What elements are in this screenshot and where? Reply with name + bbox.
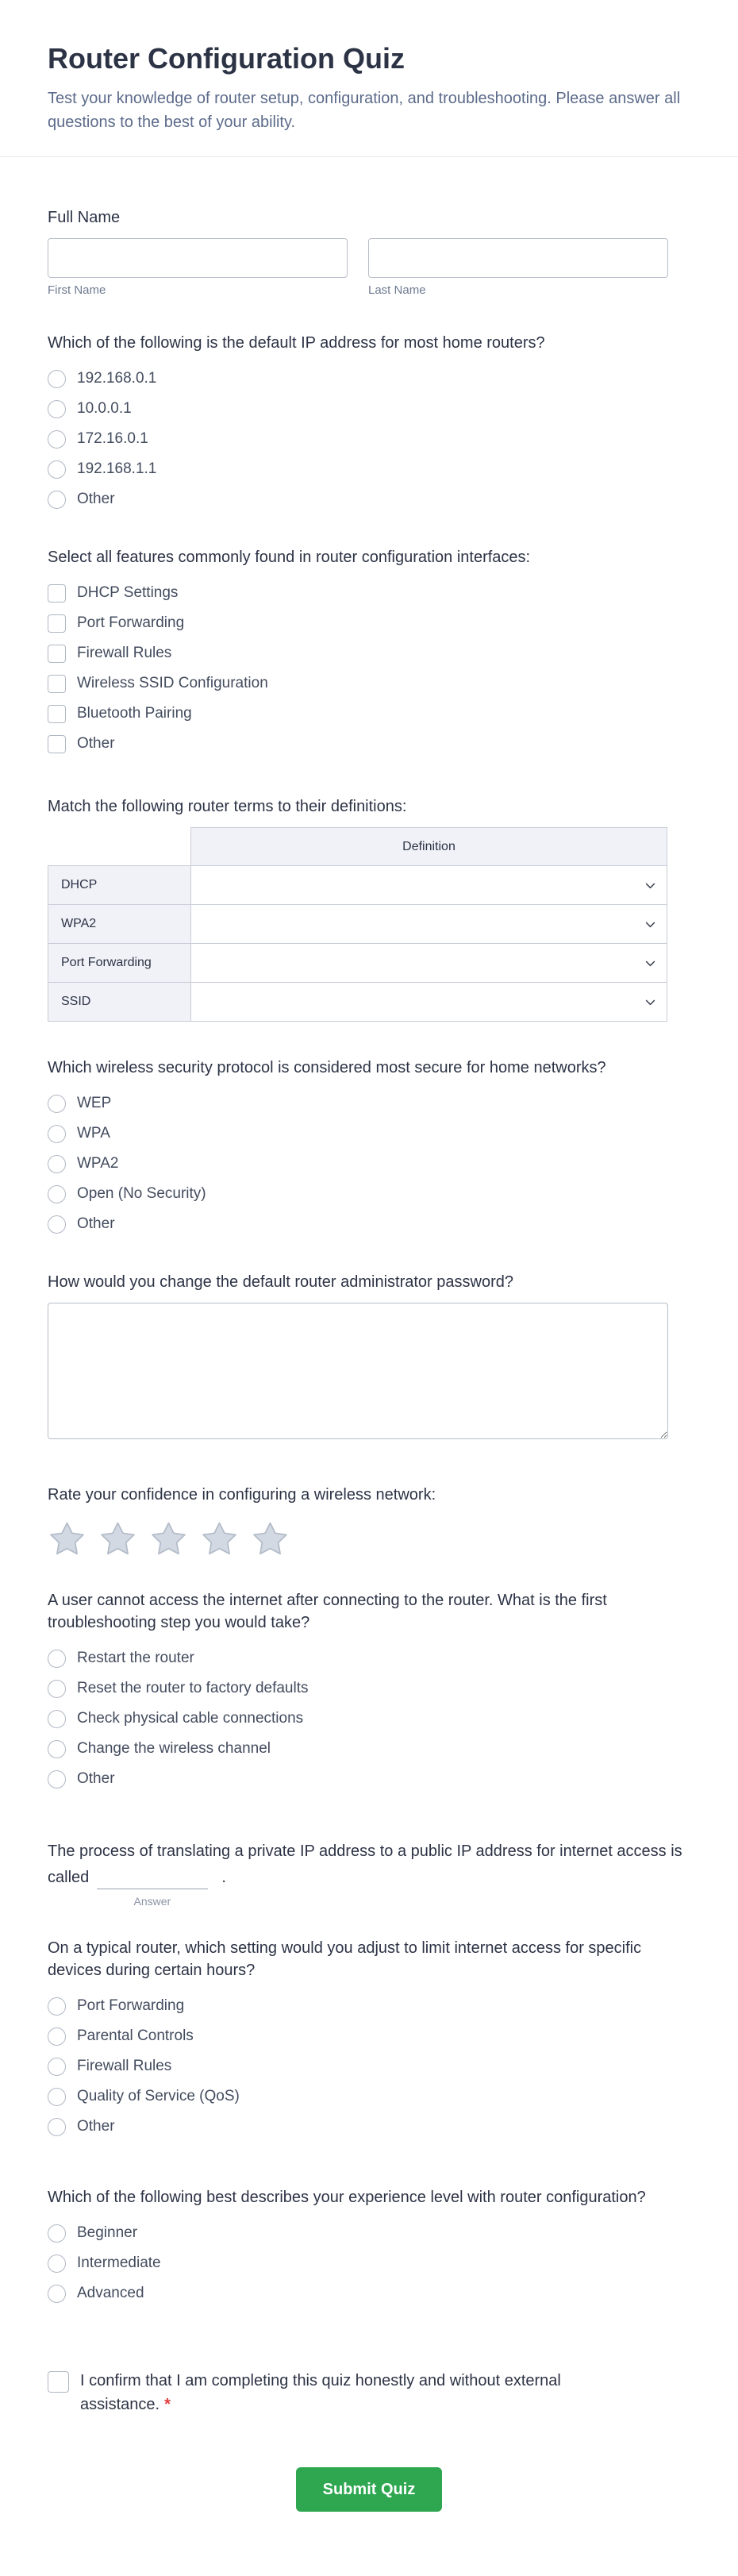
option-label: Firewall Rules xyxy=(77,645,172,661)
last-name-field xyxy=(368,238,668,297)
radio-option[interactable] xyxy=(48,454,690,484)
form-body xyxy=(0,157,738,2558)
matrix-row-label: DHCP xyxy=(48,866,191,905)
radio-icon[interactable] xyxy=(48,430,66,449)
confirmation-item[interactable] xyxy=(48,2369,651,2416)
question-label: How would you change the default router administrator password? xyxy=(48,1273,513,1291)
checkbox-icon[interactable] xyxy=(48,645,66,663)
last-name-input[interactable] xyxy=(368,238,668,278)
question-label: Select all features commonly found in router configuration interfaces: xyxy=(48,549,531,566)
option-label: Firewall Rules xyxy=(77,2058,172,2074)
definition-select-port-forwarding[interactable] xyxy=(191,944,667,982)
definition-select-dhcp[interactable] xyxy=(191,866,667,904)
star-icon[interactable] xyxy=(98,1520,137,1558)
question-label: Rate your confidence in configuring a wireless network: xyxy=(48,1486,436,1504)
blank-wrap xyxy=(97,1865,208,1908)
option-label: Other xyxy=(77,1215,115,1232)
checkbox-icon[interactable] xyxy=(48,2371,69,2393)
star-icon[interactable] xyxy=(48,1520,86,1558)
definition-select-wpa2[interactable] xyxy=(191,905,667,943)
chevron-down-icon xyxy=(644,995,657,1009)
question-label: Which of the following best describes your experience level with router configuration? xyxy=(48,2189,646,2206)
question-label: Full Name xyxy=(48,209,121,226)
chevron-down-icon xyxy=(644,918,657,931)
option-label: Restart the router xyxy=(77,1650,194,1666)
matrix-row xyxy=(48,905,667,944)
fill-blank-text: The process of translating a private IP address to a public IP address for internet access is called xyxy=(48,1842,682,1886)
radio-icon[interactable] xyxy=(48,370,66,388)
definition-select-ssid[interactable] xyxy=(191,983,667,1021)
question-default-ip xyxy=(48,332,690,514)
option-label: 172.16.0.1 xyxy=(77,430,148,447)
radio-icon[interactable] xyxy=(48,1997,66,2016)
question-label: A user cannot access the internet after connecting to the router. What is the first troubleshooting step you would take? xyxy=(48,1592,607,1631)
option-label: Intermediate xyxy=(77,2254,161,2271)
checkbox-option[interactable] xyxy=(48,638,690,668)
question-experience-level xyxy=(48,2186,690,2308)
option-label: Bluetooth Pairing xyxy=(77,705,192,722)
answer-sublabel: Answer xyxy=(133,1895,171,1908)
star-icon[interactable] xyxy=(200,1520,239,1558)
radio-option[interactable] xyxy=(48,364,690,394)
radio-option[interactable] xyxy=(48,1704,690,1734)
question-label: Which wireless security protocol is considered most secure for home networks? xyxy=(48,1059,606,1076)
confirmation-text: I confirm that I am completing this quiz honestly and without external assistance. xyxy=(80,2372,561,2413)
question-features xyxy=(48,546,690,759)
option-label: WPA2 xyxy=(77,1155,119,1172)
radio-option[interactable] xyxy=(48,1119,690,1149)
question-access-limit xyxy=(48,1937,690,2142)
matrix-corner-cell xyxy=(48,828,191,866)
option-label: Parental Controls xyxy=(77,2027,194,2044)
checkbox-group xyxy=(48,578,690,759)
radio-option[interactable] xyxy=(48,2021,690,2051)
question-troubleshooting xyxy=(48,1589,690,1794)
checkbox-option[interactable] xyxy=(48,668,690,699)
option-label: Beginner xyxy=(77,2224,138,2241)
submit-button[interactable]: Submit Quiz xyxy=(296,2467,443,2512)
radio-icon[interactable] xyxy=(48,460,66,479)
radio-icon[interactable] xyxy=(48,1155,66,1173)
radio-icon[interactable] xyxy=(48,1095,66,1113)
radio-option[interactable] xyxy=(48,1991,690,2021)
option-label: Other xyxy=(77,491,115,507)
radio-option[interactable] xyxy=(48,1088,690,1119)
radio-option[interactable] xyxy=(48,2081,690,2112)
star-icon[interactable] xyxy=(149,1520,188,1558)
option-label: Check physical cable connections xyxy=(77,1710,304,1727)
matrix-row xyxy=(48,866,667,905)
option-label: Other xyxy=(77,735,115,752)
option-label: DHCP Settings xyxy=(77,584,179,601)
required-asterisk: * xyxy=(164,2396,171,2413)
chevron-down-icon xyxy=(644,879,657,892)
radio-icon[interactable] xyxy=(48,1680,66,1698)
matrix-row-label: SSID xyxy=(48,983,191,1022)
page-subtitle: Test your knowledge of router setup, configuration, and troubleshooting. Please answer all questions to the best of your ability. xyxy=(48,90,681,131)
question-full-name xyxy=(48,206,690,297)
matrix-cell xyxy=(191,983,667,1022)
radio-icon[interactable] xyxy=(48,1215,66,1234)
question-fill-blank xyxy=(48,1839,682,1908)
chevron-down-icon xyxy=(644,957,657,970)
radio-option[interactable] xyxy=(48,1734,690,1764)
radio-option[interactable] xyxy=(48,2278,690,2308)
option-label: WEP xyxy=(77,1095,112,1111)
question-matching xyxy=(48,795,690,1022)
radio-icon[interactable] xyxy=(48,400,66,418)
radio-option[interactable] xyxy=(48,394,690,424)
checkbox-icon[interactable] xyxy=(48,675,66,693)
radio-icon[interactable] xyxy=(48,1125,66,1143)
radio-group xyxy=(48,2218,690,2308)
matching-table xyxy=(48,827,667,1022)
radio-option[interactable] xyxy=(48,2248,690,2278)
first-name-sublabel: First Name xyxy=(48,283,106,297)
star-icon[interactable] xyxy=(251,1520,290,1558)
last-name-sublabel: Last Name xyxy=(368,283,426,297)
question-password-change xyxy=(48,1271,690,1439)
matrix-header-row xyxy=(48,828,667,866)
option-label: Change the wireless channel xyxy=(77,1740,271,1757)
radio-icon[interactable] xyxy=(48,2027,66,2046)
radio-option[interactable] xyxy=(48,2051,690,2081)
option-label: Reset the router to factory defaults xyxy=(77,1680,309,1696)
question-confidence-rating xyxy=(48,1484,690,1558)
confirmation-label xyxy=(80,2369,651,2416)
radio-option[interactable] xyxy=(48,2218,690,2248)
option-label: 192.168.0.1 xyxy=(77,370,157,387)
answer-textarea[interactable] xyxy=(48,1303,668,1439)
option-label: Quality of Service (QoS) xyxy=(77,2088,240,2104)
option-label: Wireless SSID Configuration xyxy=(77,675,268,691)
question-label: Match the following router terms to their definitions: xyxy=(48,798,407,815)
radio-option-other[interactable] xyxy=(48,484,690,514)
option-label: Open (No Security) xyxy=(77,1185,206,1202)
radio-option[interactable] xyxy=(48,1149,690,1179)
option-label: Advanced xyxy=(77,2285,144,2301)
option-label: WPA xyxy=(77,1125,110,1142)
radio-icon[interactable] xyxy=(48,1185,66,1203)
option-label: Port Forwarding xyxy=(77,1997,185,2014)
radio-icon[interactable] xyxy=(48,2118,66,2136)
checkbox-icon[interactable] xyxy=(48,735,66,753)
option-label: Port Forwarding xyxy=(77,614,185,631)
option-label: Other xyxy=(77,2118,115,2135)
page-title: Router Configuration Quiz xyxy=(48,42,405,75)
matrix-column-header: Definition xyxy=(191,828,667,866)
radio-icon[interactable] xyxy=(48,1650,66,1668)
form-header xyxy=(0,0,738,157)
star-rating xyxy=(48,1515,690,1558)
question-label: On a typical router, which setting would you adjust to limit internet access for specific devices during certain hours? xyxy=(48,1939,642,1979)
matrix-cell xyxy=(191,944,667,983)
radio-icon[interactable] xyxy=(48,2285,66,2303)
radio-option[interactable] xyxy=(48,1643,690,1673)
radio-option[interactable] xyxy=(48,1179,690,1209)
matrix-cell xyxy=(191,905,667,944)
radio-option-other[interactable] xyxy=(48,2112,690,2142)
matrix-row-label: Port Forwarding xyxy=(48,944,191,983)
radio-icon[interactable] xyxy=(48,2254,66,2273)
radio-group xyxy=(48,1088,690,1239)
checkbox-icon[interactable] xyxy=(48,584,66,603)
radio-icon[interactable] xyxy=(48,2088,66,2106)
radio-group xyxy=(48,1991,690,2142)
checkbox-option[interactable] xyxy=(48,699,690,729)
radio-icon[interactable] xyxy=(48,491,66,509)
radio-option-other[interactable] xyxy=(48,1764,690,1794)
first-name-field xyxy=(48,238,348,297)
radio-option[interactable] xyxy=(48,1673,690,1704)
checkbox-option[interactable] xyxy=(48,608,690,638)
checkbox-icon[interactable] xyxy=(48,614,66,633)
submit-row xyxy=(48,2467,690,2512)
radio-group xyxy=(48,1643,690,1794)
checkbox-option[interactable] xyxy=(48,578,690,608)
matrix-cell xyxy=(191,866,667,905)
checkbox-icon[interactable] xyxy=(48,705,66,723)
radio-option-other[interactable] xyxy=(48,1209,690,1239)
radio-icon[interactable] xyxy=(48,2058,66,2076)
name-inputs xyxy=(48,238,668,297)
first-name-input[interactable] xyxy=(48,238,348,278)
radio-icon[interactable] xyxy=(48,1740,66,1758)
radio-group xyxy=(48,364,690,514)
matrix-row xyxy=(48,983,667,1022)
question-security-protocol xyxy=(48,1057,690,1239)
option-label: 10.0.0.1 xyxy=(77,400,132,417)
blank-answer-input[interactable] xyxy=(97,1867,208,1889)
option-label: Other xyxy=(77,1770,115,1787)
checkbox-option-other[interactable] xyxy=(48,729,690,759)
radio-icon[interactable] xyxy=(48,1770,66,1789)
option-label: 192.168.1.1 xyxy=(77,460,157,477)
matrix-row xyxy=(48,944,667,983)
matrix-row-label: WPA2 xyxy=(48,905,191,944)
radio-icon[interactable] xyxy=(48,2224,66,2243)
question-label: Which of the following is the default IP address for most home routers? xyxy=(48,334,545,352)
radio-icon[interactable] xyxy=(48,1710,66,1728)
radio-option[interactable] xyxy=(48,424,690,454)
fill-blank-period: . xyxy=(221,1869,226,1886)
